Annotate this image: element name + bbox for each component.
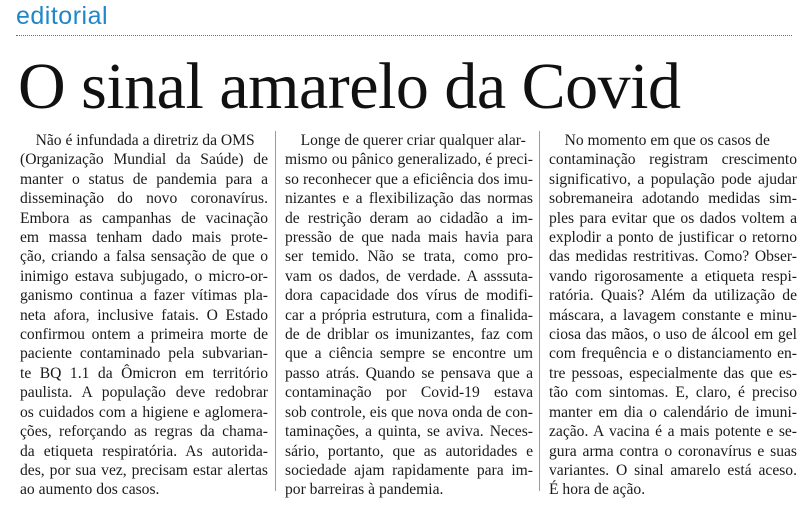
body-text-line: Não é infundada a diretriz da OMS: [20, 132, 255, 149]
body-text-line: variantes. O sinal amarelo está aceso.: [549, 461, 797, 479]
body-text-line: contaminação registram crescimento: [549, 151, 797, 169]
body-text-line: neta afora, inclusive fatais. O Estado: [20, 306, 268, 324]
body-text-line: so reconhecer que a eficiência dos imu-: [285, 170, 533, 188]
body-text-line: sociedade ajam rapidamente para im-: [285, 461, 533, 479]
body-text-line: máscara, a lavagem constante e minu-: [549, 306, 797, 324]
body-text-line: No momento em que os casos de: [549, 132, 770, 149]
body-text-line: paulista. A população deve redobrar: [20, 384, 268, 402]
body-text-line: das medidas restritivas. Como? Obser-: [549, 248, 797, 266]
column-divider: [539, 131, 540, 491]
body-text-line: com frequência e o distanciamento en-: [549, 345, 797, 363]
section-label: editorial: [16, 2, 109, 30]
body-text-line: confirmou ontem a primeira morte de: [20, 326, 268, 344]
text-column-2: [285, 131, 533, 500]
body-text-line: te BQ 1.1 da Ômicron em território: [20, 364, 268, 382]
body-text-line: É hora de ação.: [549, 481, 646, 499]
body-text-line: ratória. Quais? Além da utilização de: [549, 287, 797, 305]
body-text-line: manter em dia o calendário de imuni-: [549, 403, 797, 421]
text-column-1: [20, 131, 268, 500]
body-text-line: ciosa das mãos, o uso de álcool em gel: [549, 326, 797, 344]
column-divider: [275, 131, 276, 491]
body-text-line: por barreiras à pandemia.: [285, 481, 444, 499]
body-text-line: ao aumento dos casos.: [20, 481, 160, 499]
body-text-line: da etiqueta respiratória. As autorida-: [20, 442, 268, 460]
body-text-line: des, por sua vez, precisam estar alertas: [20, 461, 268, 479]
body-text-line: gura arma contra o coronavírus e suas: [549, 442, 797, 460]
section-divider: [16, 35, 792, 36]
body-text-line: inimigo estava subjugado, o micro-or-: [20, 267, 268, 285]
body-text-line: Embora as campanhas de vacinação: [20, 209, 268, 227]
text-column-3: [549, 131, 797, 500]
body-text-line: pressão de que nada mais havia para: [285, 229, 533, 247]
body-text-line: passo atrás. Quando se pensava que a: [285, 364, 533, 382]
body-text-line: os cuidados com a higiene e aglomera-: [20, 403, 268, 421]
body-text-line: zação. A vacina é a mais potente e se-: [549, 423, 797, 441]
body-text-line: sário, portanto, que as autoridades e: [285, 442, 533, 460]
body-text-line: contaminação por Covid-19 estava: [285, 384, 533, 402]
body-text-line: nizantes e a flexibilização das normas: [285, 190, 533, 208]
headline: O sinal amarelo da Covid: [18, 50, 681, 123]
body-text-line: ganismo continua a fazer vítimas pla-: [20, 287, 268, 305]
body-text-line: ção, criando a falsa sensação de que o: [20, 248, 268, 266]
body-text-line: significativo, a população pode ajudar: [549, 170, 797, 188]
body-text-line: em massa tenham dado mais prote-: [20, 229, 268, 247]
body-text-line: taminações, a quinta, se aviva. Neces-: [285, 423, 533, 441]
body-text-line: que a ciência sempre se encontre um: [285, 345, 533, 363]
body-text-line: mismo ou pânico generalizado, é preci-: [285, 151, 533, 169]
body-text-line: explodir a ponto de justificar o retorno: [549, 229, 797, 247]
body-text-line: vam os dados, de verdade. A asssuta-: [285, 267, 533, 285]
body-text-line: ples para evitar que os dados voltem a: [549, 209, 797, 227]
body-text-line: ser temido. Não se trata, como pro-: [285, 248, 533, 266]
body-text-line: (Organização Mundial da Saúde) de: [20, 151, 268, 169]
body-text-line: paciente contaminado pela subvarian-: [20, 345, 268, 363]
body-text-line: Longe de querer criar qualquer alar-: [285, 132, 526, 149]
body-text-line: ções, reforçando as regras da chama-: [20, 423, 268, 441]
body-text-line: car a própria estrutura, com a finalida-: [285, 306, 533, 324]
body-text-line: tre pessoas, especialmente das que es-: [549, 364, 797, 382]
body-text-line: de de driblar os imunizantes, faz com: [285, 326, 533, 344]
body-text-line: de restrição deram ao cidadão a im-: [285, 209, 533, 227]
body-text-line: vando rigorosamente a etiqueta respi-: [549, 267, 797, 285]
body-text-line: manter o status de pandemia para a: [20, 170, 268, 188]
body-text-line: sobremaneira adotando medidas sim-: [549, 190, 797, 208]
body-text-line: tão com sintomas. E, claro, é preciso: [549, 384, 797, 402]
body-text-line: dora capacidade dos vírus de modifi-: [285, 287, 533, 305]
body-text-line: sob controle, eis que nova onda de con-: [285, 403, 533, 421]
body-text-line: disseminação do novo coronavírus.: [20, 190, 268, 208]
